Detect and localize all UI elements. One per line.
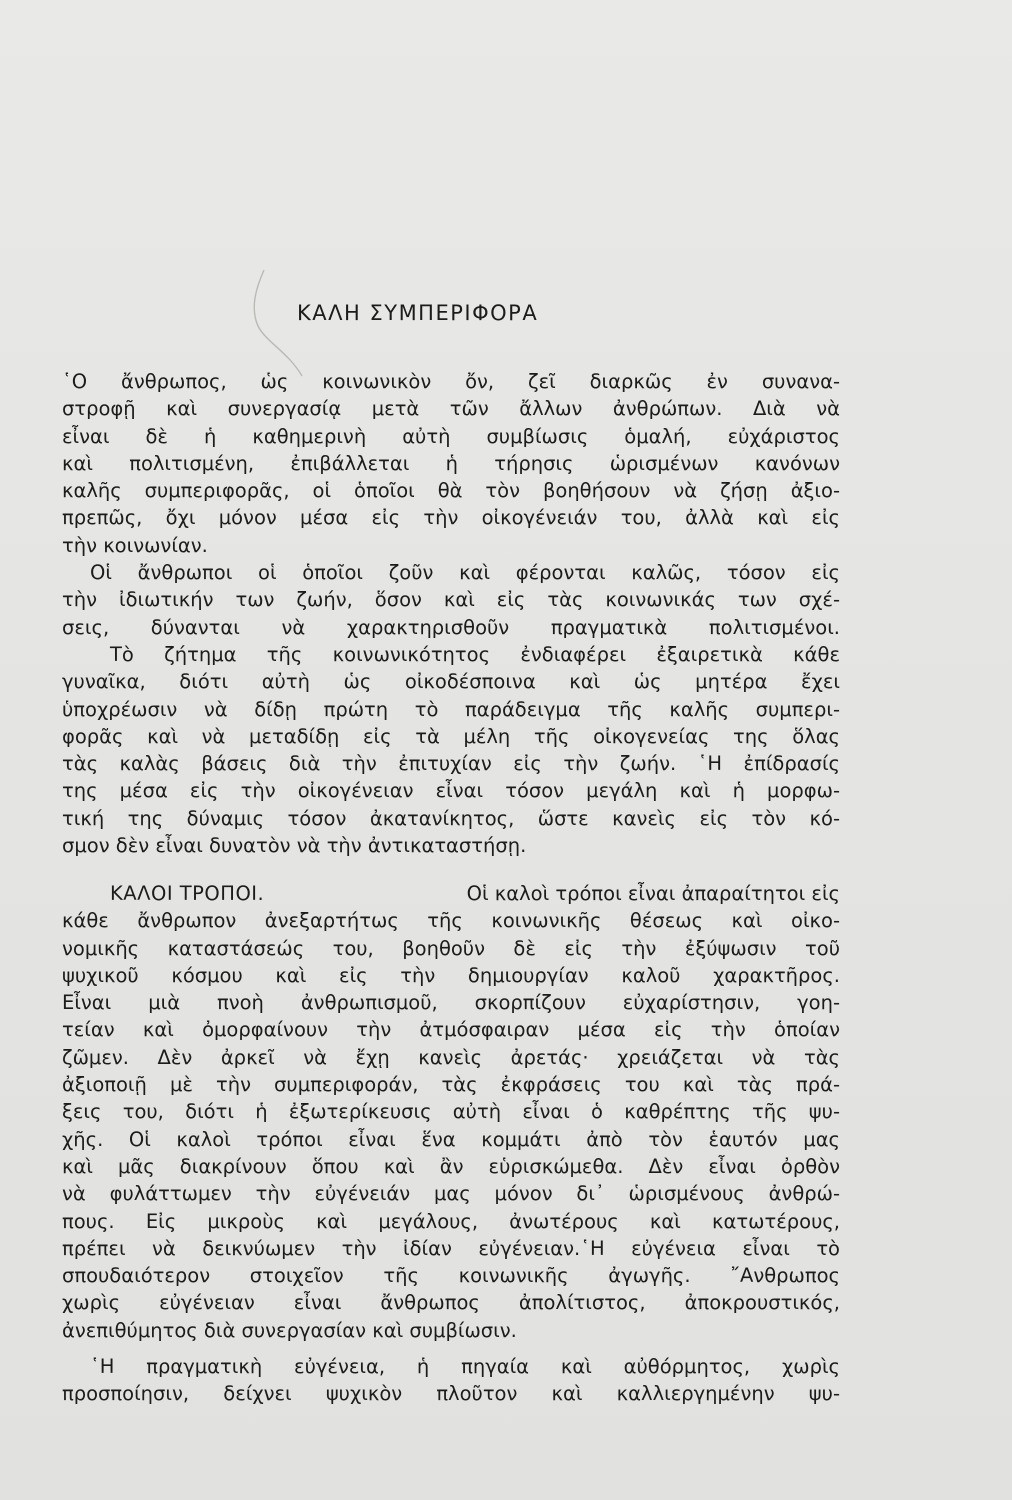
- text-line: ψυχικοῦ κόσμου καὶ εἰς τὴν δημιουργίαν καλοῦ χαρακτῆρος.: [62, 963, 840, 987]
- text-line: ῾Ο ἄνθρωπος, ὡς κοινωνικὸν ὄν, ζεῖ διαρκῶς ἐν συνανα-: [62, 370, 840, 393]
- paragraph-1: [62, 368, 840, 559]
- text-line: τὴν ἰδιωτικήν των ζωήν, ὅσον καὶ εἰς τὰς κοινωνικάς των σχέ-: [62, 588, 840, 612]
- text-line: πρεπῶς, ὄχι μόνον μέσα εἰς τὴν οἰκογένειάν του, ἀλλὰ καὶ εἰς: [62, 506, 840, 530]
- text-line: χῆς. Οἱ καλοὶ τρόποι εἶναι ἕνα κομμάτι ἀπὸ τὸν ἑαυτόν μας: [62, 1127, 840, 1151]
- paragraph-4: [62, 880, 840, 1344]
- text-line: γυναῖκα, διότι αὐτὴ ὡς οἰκοδέσποινα καὶ ὡς μητέρα ἔχει: [62, 670, 840, 694]
- text-line: τὰς καλὰς βάσεις διὰ τὴν ἐπιτυχίαν εἰς τὴν ζωήν. ῾Η ἐπίδρασίς: [62, 752, 840, 776]
- text-line-rest: Οἱ καλοὶ τρόποι εἶναι ἀπαραίτητοι εἰς: [466, 882, 840, 905]
- page-title: ΚΑΛΗ ΣΥΜΠΕΡΙΦΟΡΑ: [297, 301, 539, 325]
- text-line: ἀνεπιθύμητος διὰ συνεργασίαν καὶ συμβίωσιν.: [62, 1318, 517, 1342]
- text-line: στροφῇ καὶ συνεργασίᾳ μετὰ τῶν ἄλλων ἀνθρώπων. Διὰ νὰ: [62, 397, 840, 421]
- text-line: χωρὶς εὐγένειαν εἶναι ἄνθρωπος ἀπολίτιστος, ἀποκρουστικός,: [62, 1291, 840, 1315]
- text-line: Τὸ ζήτημα τῆς κοινωνικότητος ἐνδιαφέρει ἐξαιρετικὰ κάθε: [110, 643, 840, 666]
- text-line: [62, 880, 840, 907]
- section-subheading: ΚΑΛΟΙ ΤΡΟΠΟΙ.: [110, 882, 265, 905]
- text-line: Οἱ ἄνθρωποι οἱ ὁποῖοι ζοῦν καὶ φέρονται καλῶς, τόσον εἰς: [90, 561, 840, 584]
- paragraph-3: [62, 641, 840, 859]
- text-line: ὑποχρέωσιν νὰ δίδῃ πρώτη τὸ παράδειγμα τῆς καλῆς συμπερι-: [62, 697, 840, 721]
- text-line: σεις, δύνανται νὰ χαρακτηρισθοῦν πραγματικὰ πολιτισμένοι.: [62, 615, 840, 639]
- text-line: πους. Εἰς μικροὺς καὶ μεγάλους, ἀνωτέρους καὶ κατωτέρους,: [62, 1209, 840, 1233]
- text-line: νὰ φυλάττωμεν τὴν εὐγένειάν μας μόνον δι᾿ ὡρισμένους ἀνθρώ-: [62, 1182, 840, 1206]
- text-line: εἶναι δὲ ἡ καθημερινὴ αὐτὴ συμβίωσις ὁμαλή, εὐχάριστος: [62, 424, 840, 448]
- text-line: νομικῆς καταστάσεώς του, βοηθοῦν δὲ εἰς τὴν ἐξύψωσιν τοῦ: [62, 936, 840, 960]
- text-line: καλῆς συμπεριφορᾶς, οἱ ὁποῖοι θὰ τὸν βοηθήσουν νὰ ζήσῃ ἀξιο-: [62, 479, 840, 503]
- text-line: σπουδαιότερον στοιχεῖον τῆς κοινωνικῆς ἀγωγῆς. ῎Ανθρωπος: [62, 1264, 840, 1288]
- text-line: ζῶμεν. Δὲν ἀρκεῖ νὰ ἔχῃ κανεὶς ἀρετάς· χρειάζεται νὰ τὰς: [62, 1045, 840, 1069]
- text-line: φορᾶς καὶ νὰ μεταδίδῃ εἰς τὰ μέλη τῆς οἰκογενείας της ὅλας: [62, 724, 840, 748]
- text-line: προσποίησιν, δείχνει ψυχικὸν πλοῦτον καὶ καλλιεργημένην ψυ-: [62, 1382, 840, 1406]
- text-line: τική της δύναμις τόσον ἀκατανίκητος, ὥστε κανεὶς εἰς τὸν κό-: [62, 806, 840, 830]
- text-line: κάθε ἄνθρωπον ἀνεξαρτήτως τῆς κοινωνικῆς θέσεως καὶ οἰκο-: [62, 909, 840, 933]
- paragraph-5: [62, 1353, 840, 1408]
- text-line: ῾Η πραγματικὴ εὐγένεια, ἡ πηγαία καὶ αὐθόρμητος, χωρὶς: [90, 1355, 840, 1378]
- text-line: καὶ μᾶς διακρίνουν ὅπου καὶ ἂν εὑρισκώμεθα. Δὲν εἶναι ὀρθὸν: [62, 1154, 840, 1178]
- text-line: ἀξιοποιῇ μὲ τὴν συμπεριφοράν, τὰς ἐκφράσεις του καὶ τὰς πρά-: [62, 1073, 840, 1097]
- text-line: της μέσα εἰς τὴν οἰκογένειαν εἶναι τόσον μεγάλη καὶ ἡ μορφω-: [62, 779, 840, 803]
- paragraph-2: [62, 559, 840, 641]
- text-line: σμον δὲν εἶναι δυνατὸν νὰ τὴν ἀντικαταστήσῃ.: [62, 834, 527, 858]
- text-line: Εἶναι μιὰ πνοὴ ἀνθρωπισμοῦ, σκορπίζουν εὐχαρίστησιν, γοη-: [62, 991, 840, 1015]
- text-line: τείαν καὶ ὀμορφαίνουν τὴν ἀτμόσφαιραν μέσα εἰς τὴν ὁποίαν: [62, 1018, 840, 1042]
- text-line: πρέπει νὰ δεικνύωμεν τὴν ἰδίαν εὐγένειαν.῾Η εὐγένεια εἶναι τὸ: [62, 1236, 840, 1260]
- text-line: ξεις του, διότι ἡ ἐξωτερίκευσις αὐτὴ εἶναι ὁ καθρέπτης τῆς ψυ-: [62, 1100, 840, 1124]
- text-line: καὶ πολιτισμένη, ἐπιβάλλεται ἡ τήρησις ὡρισμένων κανόνων: [62, 451, 840, 475]
- text-line: τὴν κοινωνίαν.: [62, 533, 208, 557]
